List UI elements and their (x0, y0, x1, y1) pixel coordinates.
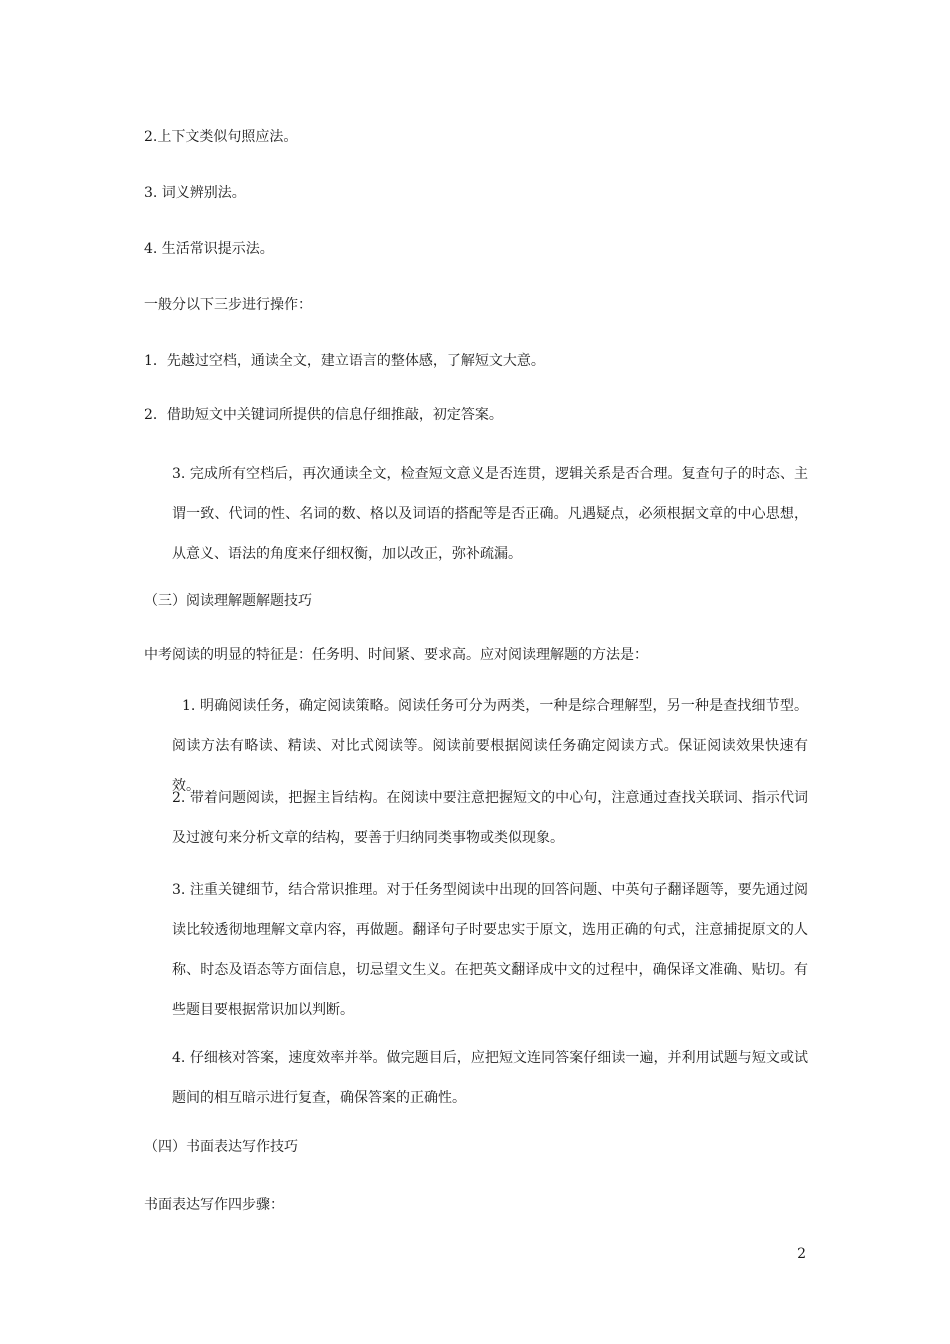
paragraph-step-2: 2．借助短文中关键词所提供的信息仔细推敲，初定答案。 (144, 407, 503, 423)
section-heading-reading: （三）阅读理解题解题技巧 (144, 593, 312, 609)
paragraph-2: 2.上下文类似句照应法。 (144, 129, 298, 145)
paragraph-reading-intro: 中考阅读的明显的特征是：任务明、时间紧、要求高。应对阅读理解题的方法是： (144, 647, 648, 663)
paragraph-reading-3: 3. 注重关键细节，结合常识推理。对于任务型阅读中出现的回答问题、中英句子翻译题等，要先通过阅读比较透彻地理解文章内容，再做题。翻译句子时要忠实于原文，选用正确的句式，注意捕捉原文的人称、时态及语态等方面信息，切忌望文生义。在把英文翻译成中文的过程中，确保译文准确、贴切。有些题目要根据常识加以判断。 (172, 882, 808, 1018)
paragraph-writing-intro: 书面表达写作四步骤： (144, 1197, 284, 1213)
paragraph-reading-2: 2. 带着问题阅读，把握主旨结构。在阅读中要注意把握短文的中心句，注意通过查找关联词、指示代词及过渡句来分析文章的结构，要善于归纳同类事物或类似现象。 (172, 790, 808, 846)
paragraph-reading-1: 1. 明确阅读任务，确定阅读策略。阅读任务可分为两类，一种是综合理解型，另一种是查找细节型。阅读方法有略读、精读、对比式阅读等。阅读前要根据阅读任务确定阅读方式。保证阅读效果快速有效。 (172, 698, 808, 794)
paragraph-steps-intro: 一般分以下三步进行操作： (144, 297, 312, 313)
paragraph-4: 4. 生活常识提示法。 (144, 241, 274, 257)
paragraph-step-3: 3. 完成所有空档后，再次通读全文，检查短文意义是否连贯，逻辑关系是否合理。复查句子的时态、主谓一致、代词的性、名词的数、格以及词语的搭配等是否正确。凡遇疑点，必须根据文章的中心思想，从意义、语法的角度来仔细权衡，加以改正，弥补疏漏。 (172, 466, 808, 562)
paragraph-reading-4: 4. 仔细核对答案，速度效率并举。做完题目后，应把短文连同答案仔细读一遍，并利用试题与短文或试题间的相互暗示进行复查，确保答案的正确性。 (172, 1050, 808, 1106)
page-number: 2 (797, 1246, 806, 1262)
section-heading-writing: （四）书面表达写作技巧 (144, 1139, 298, 1155)
paragraph-step-1: 1．先越过空档，通读全文，建立语言的整体感，了解短文大意。 (144, 353, 545, 369)
paragraph-3: 3. 词义辨别法。 (144, 185, 246, 201)
